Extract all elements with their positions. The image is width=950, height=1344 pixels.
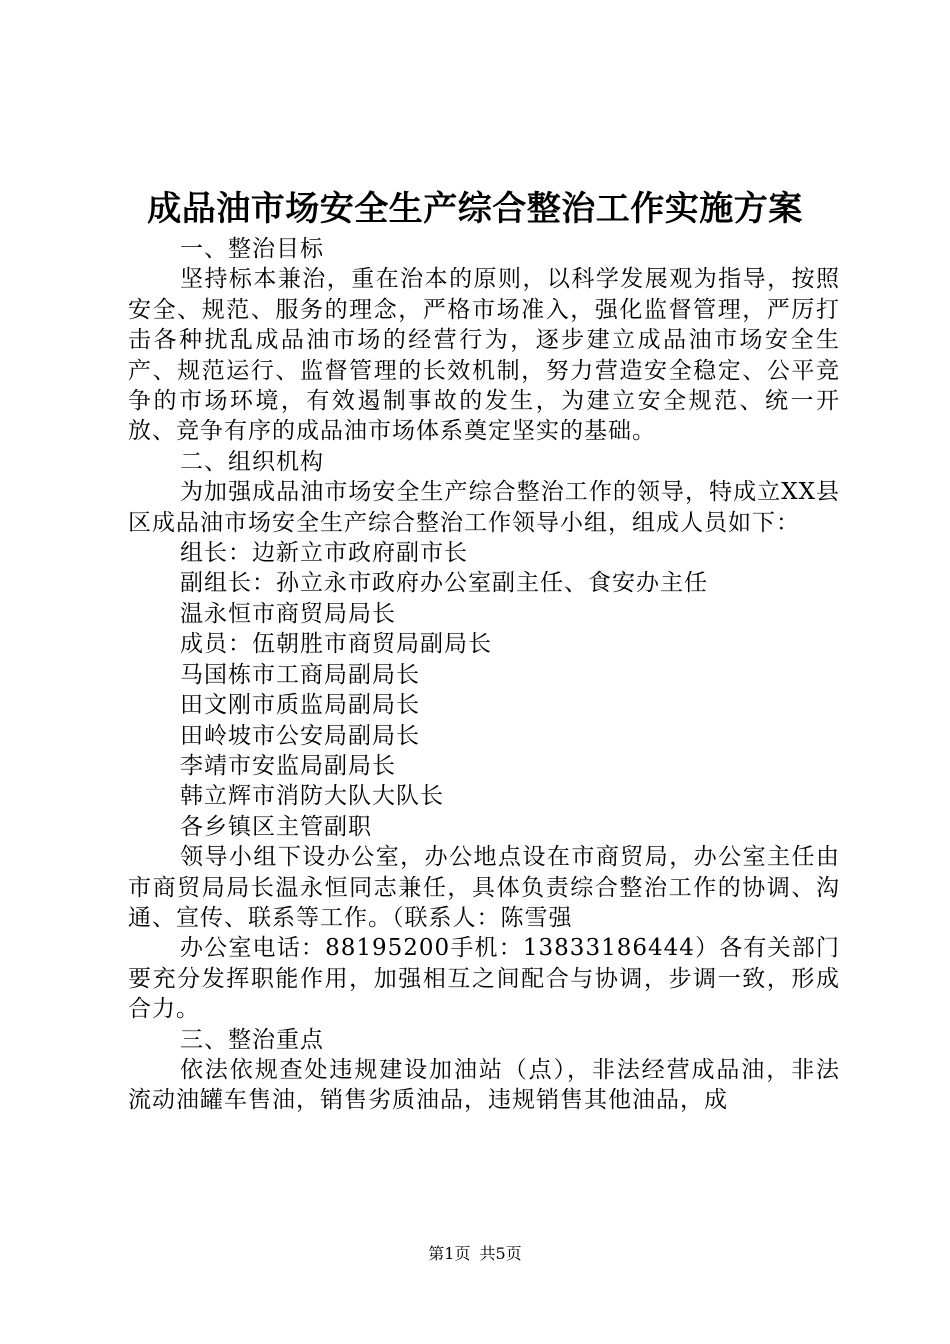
section-heading: 二、组织机构 — [180, 448, 324, 475]
member-line: 田文刚市质监局副局长 — [180, 692, 420, 719]
body-paragraph: 办公室电话：88195200手机：13833186444）各有关部门要充分发挥职能作用，加强相互之间配合与协调，步调一致，形成合力。 — [128, 935, 840, 1023]
document-body — [128, 234, 840, 1116]
member-line: 田岭坡市公安局副局长 — [180, 722, 420, 749]
body-paragraph: 依法依规查处违规建设加油站（点），非法经营成品油，非法流动油罐车售油，销售劣质油品，违规销售其他油品，成 — [128, 1056, 840, 1114]
member-line: 成员：伍朝胜市商贸局副局长 — [180, 631, 492, 658]
member-line: 马国栋市工商局副局长 — [180, 661, 420, 688]
document-title: 成品油市场安全生产综合整治工作实施方案 — [147, 189, 803, 229]
page-total: 共5页 — [479, 1244, 522, 1263]
body-paragraph: 领导小组下设办公室，办公地点设在市商贸局，办公室主任由市商贸局局长温永恒同志兼任，具体负责综合整治工作的协调、沟通、宣传、联系等工作。（联系人：陈雪强 — [128, 844, 840, 931]
member-line: 各乡镇区主管副职 — [180, 813, 372, 840]
member-line: 温永恒市商贸局局长 — [180, 600, 396, 627]
page-footer — [0, 1242, 950, 1266]
member-line: 组长：边新立市政府副市长 — [180, 540, 468, 567]
body-paragraph: 为加强成品油市场安全生产综合整治工作的领导，特成立XX县区成品油市场安全生产综合整治工作领导小组，组成人员如下： — [128, 479, 840, 536]
member-line: 韩立辉市消防大队大队长 — [180, 783, 444, 810]
page-number: 第1页 — [428, 1244, 471, 1263]
member-line: 副组长：孙立永市政府办公室副主任、食安办主任 — [180, 570, 708, 597]
member-line: 李靖市安监局副局长 — [180, 752, 396, 779]
section-heading: 一、整治目标 — [180, 236, 324, 262]
body-paragraph: 坚持标本兼治，重在治本的原则，以科学发展观为指导，按照安全、规范、服务的理念，严格市场准入，强化监督管理，严厉打击各种扰乱成品油市场的经营行为，逐步建立成品油市场安全生产、规范运行、监督管理的长效机制，努力营造安全稳定、公平竞争的市场环境，有效遏制事故的发生，为建立安全规范、统一开放、竞争有序的成品油市场体系奠定坚实的基础。 — [128, 266, 840, 445]
section-heading: 三、整治重点 — [180, 1026, 324, 1053]
